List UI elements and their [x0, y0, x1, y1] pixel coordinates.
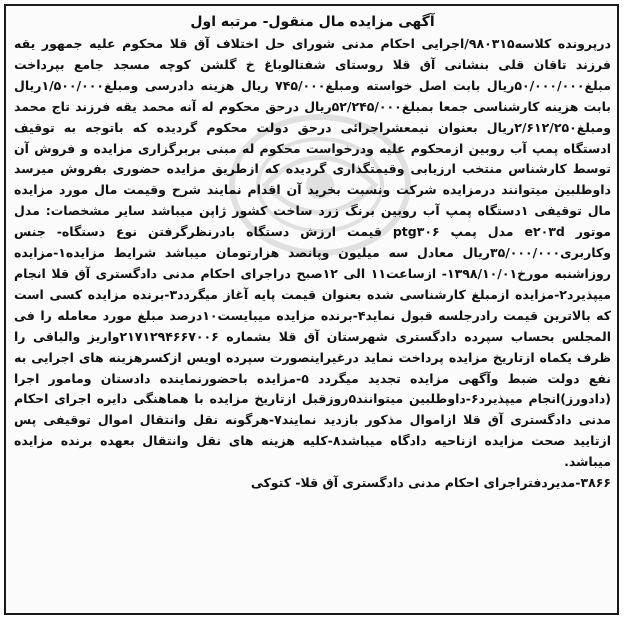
notice-frame	[4, 4, 619, 615]
notice-title: آگهی مزایده مال منقول- مرتبه اول	[190, 14, 435, 30]
notice-body: درپرونده کلاسه۹۸۰۳۱۵/اجرایی احکام مدنی شورای حل اختلاف آق قلا محکوم علیه جمهور یقه فرزند تاقان قلی بنشانی آق قلا روستای شفتالوباغ خ گلشن کوچه مسجد جامع بپرداخت مبلغ۵۰/۰۰۰/۰۰۰ریال بابت اصل خواسته ومبلغ۷۴۵/۰۰۰ ریال هزینه دادرسی ومبلغ۱/۵۰۰/۰۰۰ریال بابت هزینه کارشناسی جمعا بمبلغ۵۲/۲۴۵/۰۰۰ریال درحق محکوم له آنه محمد یقه فرزند تاج محمد ومبلغ۲/۶۱۲/۲۵۰ریال بعنوان نیمعشراجرائی درحق دولت محکوم گردیده که باتوجه به توقیف ادستگاه پمپ آب روبین ازمحکوم علیه ودرخواست محکوم له مبنی بربرگزاری مزایده و فروش آن توسط کارشناس منتخب ارزیابی وقیمتگذاری گردیده که ازطریق مزایده حضوری بفروش میرسد داوطلبین میتوانند درمزایده شرکت ونسبت بخرید آن اقدام نمایند شرح وقیمت مال مورد مزایده مال توقیفی ۱دستگاه پمپ آب روبین برنگ زرد ساخت کشور ژاپن میباشد سایر مشخصات: مدل موتور e۲۰۳d مدل پمپ ptg۳۰۶ قیمت ارزش دستگاه بادرنظرگرفتن نوع دستگاه- جنس وکاربری۳۵/۰۰۰/۰۰۰ریال معادل سه میلیون وپانصد هزارتومان میباشد شرایط مزایده۱-مزایده روزاشنبه مورخ۱۳۹۸/۱۰/۰۱- ازساعت۱۱ الی ۱۲صبح دراجرای احکام مدنی دادگستری آق قلا انجام میپذیرد۲-مزایده ازمبلغ کارشناسی شده بعنوان قیمت پایه آغاز میگردد۳-برنده مزایده کسی است که بالاترین قیمت رادرجلسه قبول نماید۴-برنده مزایده میبایست۱۰درصد مبلغ مورد معامله را فی المجلس بحساب سپرده دادگستری شهرستان آق قلا بشماره ۲۱۷۱۲۹۴۶۶۷۰۰۶واریز والباقی را ظرف یکماه ازتاریخ مزایده پرداخت نماید درغیراینصورت سپرده اویس ازکسرهزینه های اجرایی به نفع دولت ضبط وآگهی مزایده تجدید میگردد ۵-مزایده باحضورنماینده دادستان ومامور اجرا (دادورز)انجام میپذیرد۶-داوطلبین میتوانند۵روزقبل ازتاریخ مزایده با هماهنگی دایره اجرای احکام مدنی دادگستری آق قلا ازاموال مذکور بازدید نمایند۷-هرگونه نقل وانتقال اموال توقیفی پس ازتایید صحت مزایده ازناحیه دادگاه میباشد۸-کلیه هزینه های نقل وانتقال بعهده برنده مزایده میباشد.	[14, 36, 612, 470]
auction-notice	[14, 12, 611, 493]
notice-signature: ۳۸۶۶-مدیردفتراجرای احکام مدنی دادگستری آق قلا- کتوکی	[250, 475, 611, 491]
